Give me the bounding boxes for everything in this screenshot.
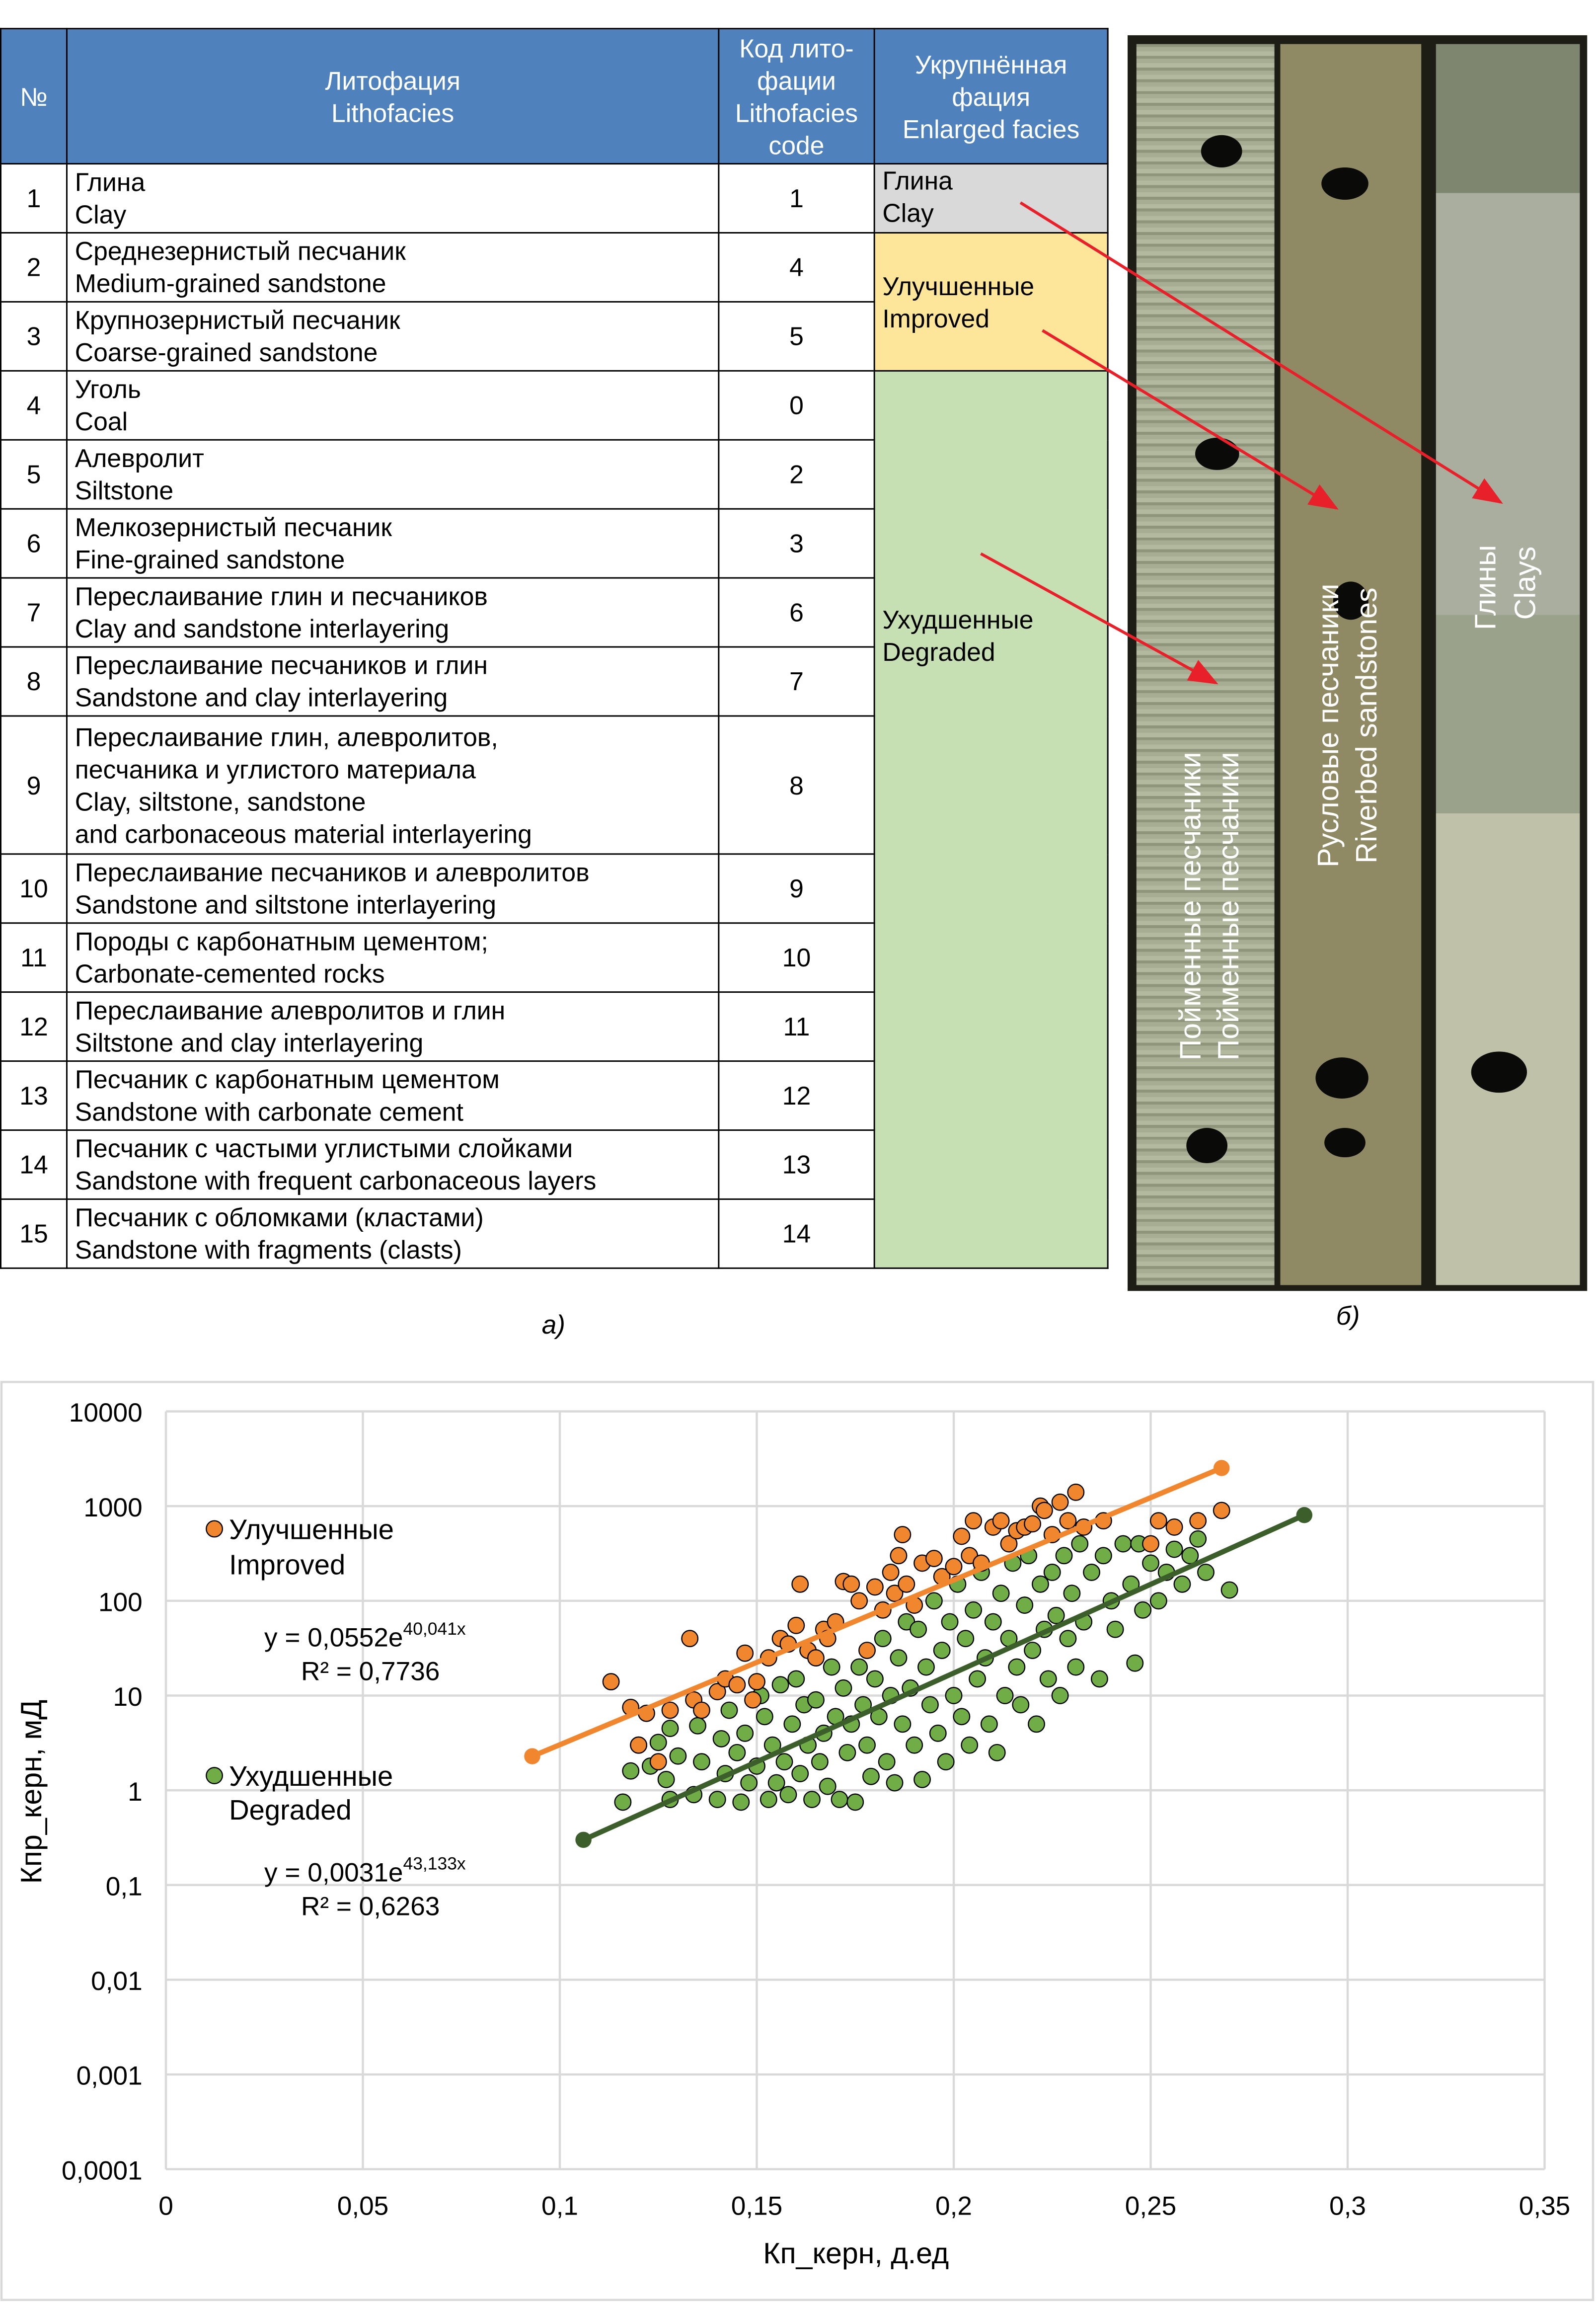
data-point-degraded [1068,1659,1084,1675]
data-point-degraded [1166,1541,1183,1558]
lithofacies-line: песчаника и углистого материала [75,754,476,784]
trendline-end-degraded [1296,1507,1313,1523]
data-point-degraded [662,1720,679,1737]
lithofacies-line: Coal [75,406,128,436]
facies-en: Clay [882,198,934,228]
h-fac-1: Укрупнённая [914,49,1067,79]
data-point-degraded [891,1650,907,1666]
facies-ru: Улучшенные [882,271,1035,301]
permeability-porosity-chart [0,1380,1596,2303]
data-point-degraded [1127,1655,1143,1671]
data-point-improved [1142,1536,1159,1552]
data-point-degraded [1048,1607,1064,1624]
lithofacies-line: and carbonaceous material interlayering [75,818,532,848]
lithofacies-line: Sandstone and clay interlayering [75,683,448,713]
data-point-degraded [721,1702,738,1719]
legend-improved-en: Improved [229,1549,346,1581]
y-tick-label: 1000 [83,1493,143,1522]
y-tick-label: 10 [113,1682,143,1712]
cell-code: 0 [719,371,874,440]
data-point-degraded [689,1718,706,1734]
data-point-degraded [961,1737,978,1753]
data-point-degraded [788,1671,805,1687]
lithofacies-line: Sandstone and siltstone interlayering [75,890,497,920]
data-point-degraded [1024,1642,1041,1659]
x-tick-label: 0,25 [1125,2191,1177,2221]
data-point-degraded [946,1687,962,1704]
cell-num: 1 [0,164,67,233]
data-point-improved [630,1737,647,1753]
label-riverbed-ru: Русловые песчаники [1313,583,1346,868]
data-point-degraded [836,1680,852,1696]
x-tick-label: 0,05 [337,2191,389,2221]
data-point-improved [1068,1484,1084,1501]
y-tick-label: 10000 [69,1398,143,1428]
data-point-improved [788,1617,805,1634]
data-point-degraded [804,1791,820,1808]
data-point-improved [792,1576,808,1592]
h-fac-3: Enlarged facies [902,114,1080,144]
cell-num: 4 [0,371,67,440]
data-point-degraded [1032,1576,1049,1592]
data-point-degraded [981,1716,997,1733]
eq-improved-main: y = 0,0552e [264,1623,403,1653]
lithofacies-line: Medium-grained sandstone [75,268,386,299]
data-point-degraded [839,1745,856,1761]
data-point-degraded [879,1753,895,1770]
cell-num: 10 [0,854,67,923]
x-tick-label: 0,1 [541,2191,578,2221]
eq-improved-exp: 40,041x [403,1618,466,1639]
lithofacies-line: Clay and sandstone interlayering [75,614,450,643]
data-point-improved [1190,1512,1206,1529]
cell-code: 13 [719,1130,874,1199]
lithofacies-line: Coarse-grained sandstone [75,337,378,367]
arrow-degraded-to-floodplain [981,554,1216,683]
arrow-improved-to-riverbed [1043,330,1336,508]
lithofacies-line: Siltstone [75,476,174,505]
y-tick-label: 0,1 [105,1872,143,1902]
data-point-degraded [859,1737,875,1753]
data-point-improved [965,1512,982,1529]
h-code-4: code [768,130,825,159]
h-code-1: Код лито- [739,33,854,63]
cell-code: 3 [719,509,874,578]
facies-ru: Глина [882,166,953,196]
data-point-degraded [1056,1548,1072,1564]
x-tick-label: 0,3 [1329,2191,1366,2221]
lithofacies-line: Sandstone with carbonate cement [75,1097,463,1127]
cell-code: 6 [719,578,874,647]
label-floodplain-2: Пойменные песчаники [1213,752,1246,1061]
data-point-improved [895,1526,911,1543]
data-point-improved [693,1702,710,1719]
data-point-degraded [1174,1576,1191,1592]
data-point-degraded [1064,1585,1080,1601]
data-point-improved [808,1650,824,1666]
data-point-improved [891,1548,907,1564]
lithofacies-line: Переслаивание глин и песчаников [75,581,488,611]
data-point-degraded [792,1765,808,1782]
trendline-end-improved [1214,1460,1230,1476]
data-point-improved [851,1593,867,1609]
data-point-improved [745,1692,761,1708]
data-point-improved [729,1676,746,1693]
data-point-improved [1060,1512,1076,1529]
lithofacies-line: Sandstone with fragments (clasts) [75,1235,462,1265]
data-point-degraded [922,1697,938,1713]
legend-marker-improved [206,1521,223,1537]
label-clays-en: Clays [1510,546,1543,620]
lithofacies-line: Песчаник с частыми углистыми слойками [75,1133,573,1163]
lithofacies-line: Переслаивание песчаников и глин [75,650,488,680]
cell-num: 12 [0,992,67,1061]
data-point-degraded [906,1737,922,1753]
cell-code: 1 [719,164,874,233]
lithofacies-line: Алевролит [75,443,204,473]
cell-code: 11 [719,992,874,1061]
lithofacies-line: Переслаивание песчаников и алевролитов [75,858,590,887]
cell-num: 13 [0,1061,67,1130]
data-point-degraded [741,1775,757,1791]
data-point-degraded [737,1725,753,1742]
data-point-degraded [808,1692,824,1708]
h-fac-2: фация [952,81,1031,111]
data-point-degraded [934,1642,950,1659]
cell-num: 8 [0,647,67,716]
data-point-degraded [832,1791,848,1808]
lithofacies-line: Sandstone with frequent carbonaceous layers [75,1166,597,1196]
data-point-degraded [1009,1659,1025,1675]
cell-code: 8 [719,716,874,854]
h-code-3: Lithofacies [735,97,858,127]
data-point-degraded [622,1763,639,1779]
lithofacies-line: Среднезернистый песчаник [75,236,406,266]
lithofacies-line: Siltstone and clay interlayering [75,1028,424,1058]
y-tick-label: 1 [128,1777,143,1807]
cell-code: 4 [719,233,874,302]
data-point-degraded [875,1630,891,1647]
data-point-degraded [918,1659,934,1675]
header-lith-en: Lithofacies [331,97,455,127]
cell-num: 3 [0,302,67,371]
data-point-degraded [851,1659,867,1675]
data-point-improved [899,1576,915,1592]
lithofacies-line: Переслаивание алевролитов и глин [75,996,506,1026]
data-point-degraded [914,1771,930,1788]
data-point-degraded [1083,1564,1100,1581]
label-floodplain-1: Пойменные песчаники [1175,752,1208,1061]
data-point-degraded [757,1709,773,1725]
data-point-degraded [820,1778,836,1795]
y-tick-label: 0,01 [91,1967,143,1996]
data-point-degraded [1095,1548,1112,1564]
data-point-degraded [812,1753,828,1770]
y-axis-label: Кпр_керн, мД [14,1699,48,1884]
lithofacies-line: Крупнозернистый песчаник [75,305,400,335]
data-point-improved [650,1753,667,1770]
data-point-improved [1024,1516,1041,1532]
r2-improved: R² = 0,7736 [301,1657,440,1686]
lithofacies-line: Песчаник с карбонатным цементом [75,1064,500,1095]
data-point-degraded [1107,1621,1124,1638]
cell-num: 15 [0,1199,67,1268]
data-point-improved [682,1630,698,1647]
data-point-improved [843,1576,860,1592]
data-point-degraded [1052,1687,1068,1704]
data-point-improved [946,1559,962,1575]
data-point-degraded [1013,1697,1029,1713]
data-point-improved [867,1579,883,1595]
data-point-degraded [1135,1602,1151,1618]
data-point-degraded [954,1709,970,1725]
y-tick-label: 100 [98,1588,143,1617]
data-point-degraded [965,1602,982,1618]
x-axis-label: Кп_керн, д.ед [763,2236,949,2270]
cell-num: 5 [0,440,67,509]
data-point-degraded [772,1676,789,1693]
data-point-degraded [1091,1671,1108,1687]
r2-degraded: R² = 0,6263 [301,1892,440,1921]
eq-degraded-exp: 43,133x [403,1853,466,1874]
data-point-degraded [993,1585,1009,1601]
data-point-degraded [969,1671,986,1687]
data-point-degraded [1115,1536,1132,1552]
data-point-degraded [1028,1716,1045,1733]
header-num: № [0,29,67,164]
legend-improved-ru: Улучшенные [229,1513,394,1545]
data-point-improved [926,1550,942,1567]
data-point-degraded [1040,1671,1057,1687]
arrow-clay-to-clays [1020,203,1501,502]
cell-code: 12 [719,1061,874,1130]
data-point-improved [1214,1503,1230,1519]
lithofacies-line: Породы с карбонатным цементом; [75,927,488,956]
data-point-degraded [863,1768,879,1785]
data-point-degraded [938,1753,954,1770]
data-point-improved [1166,1519,1183,1535]
lithofacies-line: Уголь [75,374,141,404]
lithofacies-line: Fine-grained sandstone [75,545,345,574]
facies-en: Improved [882,303,990,333]
data-point-degraded [776,1753,793,1770]
header-lith-ru: Литофация [325,65,460,95]
cell-code: 7 [719,647,874,716]
lithofacies-line: Clay, siltstone, sandstone [75,786,366,816]
y-tick-label: 0,0001 [62,2156,143,2186]
data-point-improved [749,1673,765,1690]
data-point-degraded [895,1716,911,1733]
data-point-improved [954,1528,970,1545]
data-point-improved [1036,1503,1053,1519]
caption-a: а) [541,1310,566,1340]
facies-ru: Ухудшенные [882,605,1034,635]
trendline-start-improved [524,1748,540,1764]
data-point-degraded [784,1716,801,1733]
data-point-degraded [670,1748,686,1764]
data-point-degraded [997,1687,1013,1704]
x-tick-label: 0 [158,2191,173,2221]
data-point-degraded [942,1614,958,1630]
cell-code: 9 [719,854,874,923]
data-point-degraded [780,1787,797,1803]
data-point-improved [1052,1494,1068,1510]
legend-marker-degraded [206,1767,223,1784]
data-point-degraded [1198,1564,1214,1581]
cell-num: 7 [0,578,67,647]
h-code-2: фации [757,65,836,95]
data-point-improved [1150,1512,1167,1529]
lithofacies-line: Carbonate-cemented rocks [75,959,385,989]
cell-code: 10 [719,923,874,992]
x-tick-label: 0,2 [935,2191,972,2221]
data-point-degraded [1150,1593,1167,1609]
data-point-degraded [650,1735,667,1751]
lithofacies-line: Clay [75,199,127,230]
data-point-degraded [729,1745,746,1761]
data-point-degraded [1060,1630,1076,1647]
cell-code: 2 [719,440,874,509]
data-point-degraded [709,1791,726,1808]
data-point-degraded [926,1593,942,1609]
data-point-improved [859,1642,875,1659]
facies-en: Degraded [882,637,995,667]
data-point-degraded [985,1614,1001,1630]
cell-code: 5 [719,302,874,371]
caption-b: б) [1336,1301,1360,1331]
lithofacies-line: Песчаник с обломками (кластами) [75,1202,484,1232]
data-point-degraded [713,1731,730,1747]
data-point-improved [662,1702,679,1719]
legend-degraded-ru: Ухудшенные [229,1760,393,1792]
x-tick-label: 0,35 [1519,2191,1571,2221]
data-point-degraded [1044,1564,1061,1581]
data-point-degraded [930,1725,946,1742]
legend-degraded-en: Degraded [229,1794,352,1826]
data-point-degraded [910,1621,926,1638]
data-point-degraded [658,1771,675,1788]
data-point-degraded [1190,1531,1206,1547]
data-point-degraded [989,1745,1005,1761]
cell-num: 14 [0,1130,67,1199]
data-point-degraded [887,1775,903,1791]
x-tick-label: 0,15 [731,2191,783,2221]
cell-code: 14 [719,1199,874,1268]
lithofacies-line: Глина [75,167,146,197]
data-point-degraded [1072,1536,1088,1552]
data-point-degraded [1221,1582,1238,1598]
cell-num: 2 [0,233,67,302]
data-point-degraded [847,1794,863,1811]
data-point-degraded [1016,1597,1033,1613]
data-point-degraded [958,1630,974,1647]
label-riverbed-en: Riverbed sandstones [1351,587,1384,864]
label-clays-ru: Глины [1470,545,1503,630]
data-point-improved [883,1564,899,1581]
data-point-degraded [733,1794,750,1811]
data-point-improved [603,1673,619,1690]
data-point-improved [993,1512,1009,1529]
data-point-improved [737,1645,753,1662]
data-point-degraded [768,1775,785,1791]
trendline-start-degraded [575,1832,592,1848]
data-point-degraded [867,1671,883,1687]
data-point-degraded [824,1659,840,1675]
data-point-degraded [615,1794,631,1811]
y-tick-label: 0,001 [76,2061,143,2091]
cell-num: 6 [0,509,67,578]
data-point-degraded [1142,1555,1159,1572]
data-point-degraded [693,1753,710,1770]
cell-num: 11 [0,923,67,992]
data-point-degraded [760,1791,777,1808]
cell-num: 9 [0,716,67,854]
eq-degraded-main: y = 0,0031e [264,1858,403,1888]
lithofacies-line: Переслаивание глин, алевролитов, [75,721,498,751]
lithofacies-line: Мелкозернистый песчаник [75,512,392,542]
